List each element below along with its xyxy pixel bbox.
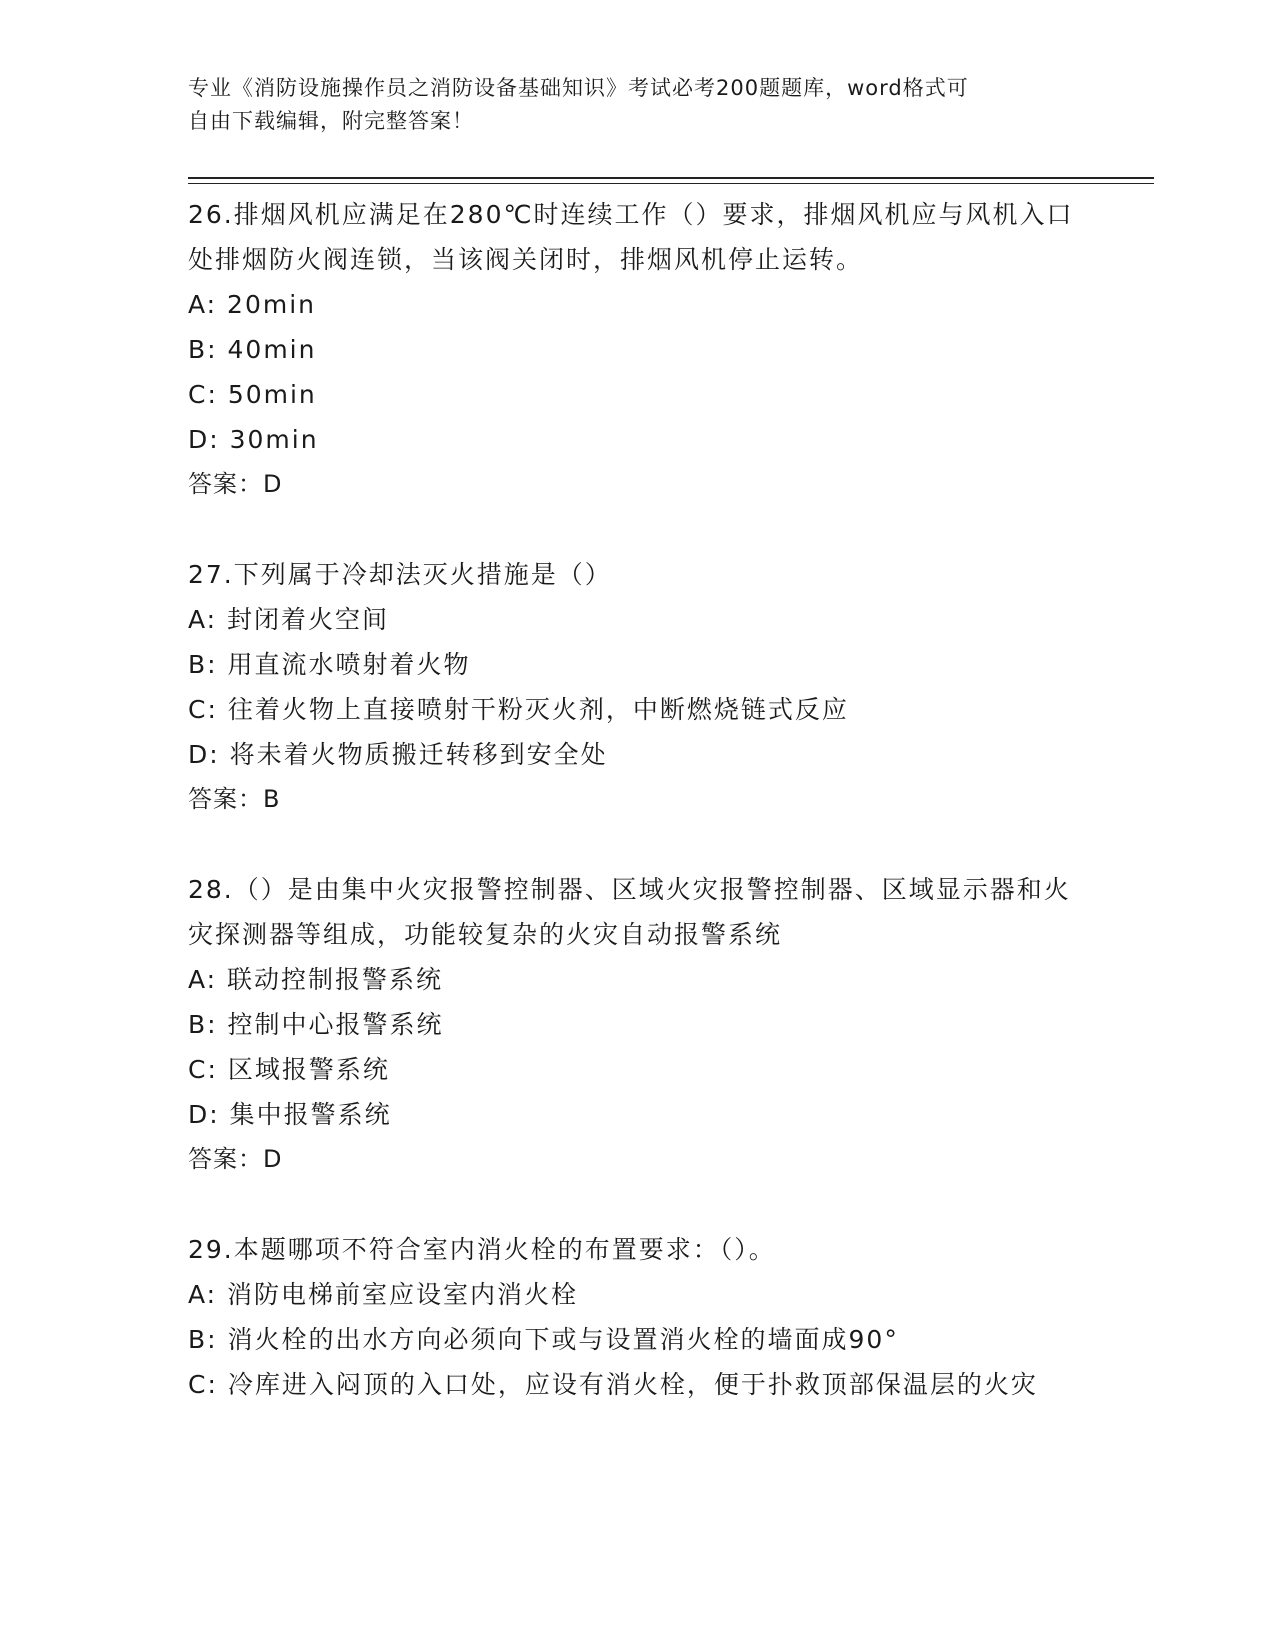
header-rule-thin xyxy=(188,183,1154,184)
option-b: B: 控制中心报警系统 xyxy=(188,1010,444,1039)
header-rule-thick xyxy=(188,177,1154,179)
question-stem: 29.本题哪项不符合室内消火栓的布置要求：（）。 xyxy=(188,1235,776,1264)
option-c: C: 冷库进入闷顶的入口处，应设有消火栓，便于扑救顶部保温层的火灾 xyxy=(188,1370,1038,1399)
question-29 xyxy=(188,1227,1088,1407)
question-26 xyxy=(188,192,1088,506)
option-c: C: 50min xyxy=(188,380,317,409)
option-d: D: 将未着火物质搬迁转移到安全处 xyxy=(188,740,608,769)
question-stem: 26.排烟风机应满足在280℃时连续工作（）要求，排烟风机应与风机入口处排烟防火阀连锁，当该阀关闭时，排烟风机停止运转。 xyxy=(188,200,1074,274)
question-list xyxy=(188,192,1088,1453)
option-d: D: 集中报警系统 xyxy=(188,1100,392,1129)
option-b: B: 消火栓的出水方向必须向下或与设置消火栓的墙面成90° xyxy=(188,1325,899,1354)
document-header: 专业《消防设施操作员之消防设备基础知识》考试必考200题题库，word格式可 自由下载编辑，附完整答案！ xyxy=(188,76,969,133)
option-b: B: 用直流水喷射着火物 xyxy=(188,650,471,679)
answer: 答案：B xyxy=(188,785,281,813)
answer: 答案：D xyxy=(188,1145,283,1173)
option-d: D: 30min xyxy=(188,425,319,454)
question-28 xyxy=(188,867,1088,1181)
option-b: B: 40min xyxy=(188,335,317,364)
option-c: C: 区域报警系统 xyxy=(188,1055,390,1084)
question-stem: 28.（）是由集中火灾报警控制器、区域火灾报警控制器、区域显示器和火灾探测器等组成，功能较复杂的火灾自动报警系统 xyxy=(188,875,1071,949)
question-27 xyxy=(188,552,1088,821)
option-a: A: 消防电梯前室应设室内消火栓 xyxy=(188,1280,579,1309)
option-a: A: 20min xyxy=(188,290,316,319)
answer: 答案：D xyxy=(188,470,283,498)
option-a: A: 封闭着火空间 xyxy=(188,605,390,634)
question-stem: 27.下列属于冷却法灭火措施是（） xyxy=(188,560,612,589)
option-c: C: 往着火物上直接喷射干粉灭火剂，中断燃烧链式反应 xyxy=(188,695,849,724)
option-a: A: 联动控制报警系统 xyxy=(188,965,444,994)
